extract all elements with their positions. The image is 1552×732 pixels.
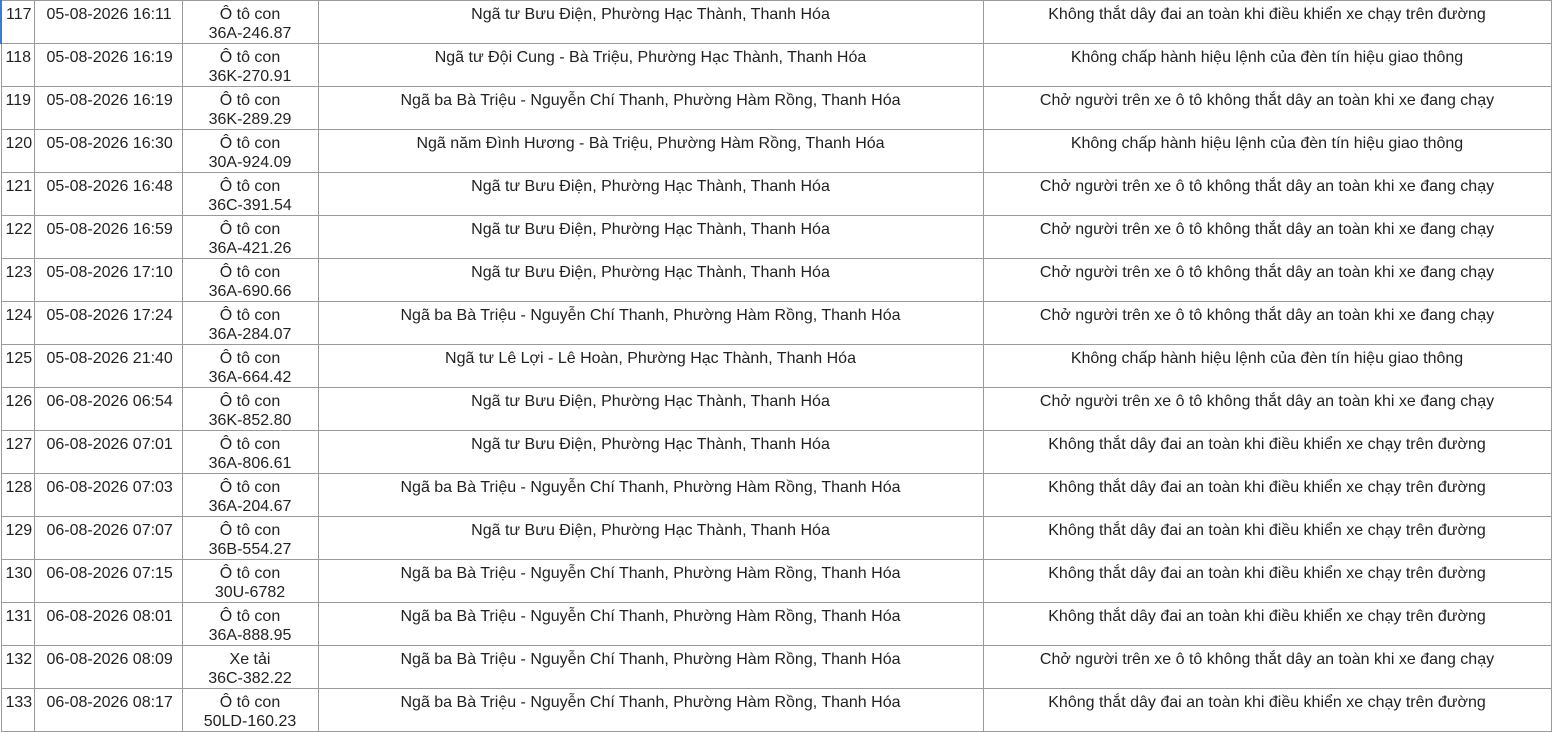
location-cell: Ngã ba Bà Triệu - Nguyễn Chí Thanh, Phường Hàm Rồng, Thanh Hóa	[318, 646, 983, 689]
vehicle-type: Xe tải	[229, 651, 271, 668]
row-number-cell: 125	[1, 345, 34, 388]
vehicle-type: Ô tô con	[219, 178, 281, 195]
violation-cell: Không thắt dây đai an toàn khi điều khiển xe chạy trên đường	[983, 603, 1551, 646]
violation-cell: Chở người trên xe ô tô không thắt dây an toàn khi xe đang chạy	[983, 259, 1551, 302]
license-plate: 30A-924.09	[208, 154, 292, 171]
violation-time-cell: 06-08-2026 06:54	[34, 388, 182, 431]
location-cell: Ngã tư Bưu Điện, Phường Hạc Thành, Thanh Hóa	[318, 517, 983, 560]
violation-cell: Không thắt dây đai an toàn khi điều khiển xe chạy trên đường	[983, 517, 1551, 560]
vehicle-cell	[182, 302, 318, 345]
violation-time-cell: 06-08-2026 08:09	[34, 646, 182, 689]
table-row	[1, 560, 1551, 603]
location-cell: Ngã tư Bưu Điện, Phường Hạc Thành, Thanh Hóa	[318, 1, 983, 44]
violations-table-body	[1, 1, 1551, 732]
table-row	[1, 345, 1551, 388]
violation-time-cell: 05-08-2026 17:10	[34, 259, 182, 302]
vehicle-type: Ô tô con	[219, 608, 281, 625]
violation-cell: Không thắt dây đai an toàn khi điều khiển xe chạy trên đường	[983, 431, 1551, 474]
table-row	[1, 388, 1551, 431]
vehicle-cell	[182, 603, 318, 646]
license-plate: 36A-888.95	[208, 627, 292, 644]
table-row	[1, 517, 1551, 560]
vehicle-cell	[182, 259, 318, 302]
vehicle-type: Ô tô con	[219, 307, 281, 324]
table-row	[1, 474, 1551, 517]
license-plate: 36A-690.66	[208, 283, 292, 300]
license-plate: 50LD-160.23	[203, 713, 297, 730]
location-cell: Ngã tư Bưu Điện, Phường Hạc Thành, Thanh Hóa	[318, 216, 983, 259]
row-number-cell: 127	[1, 431, 34, 474]
row-number-cell: 124	[1, 302, 34, 345]
vehicle-type: Ô tô con	[219, 393, 281, 410]
row-number-cell: 120	[1, 130, 34, 173]
vehicle-type: Ô tô con	[219, 694, 281, 711]
license-plate: 36K-289.29	[208, 111, 292, 128]
table-row	[1, 431, 1551, 474]
vehicle-cell	[182, 345, 318, 388]
vehicle-cell	[182, 388, 318, 431]
row-number-cell: 131	[1, 603, 34, 646]
violation-cell: Chở người trên xe ô tô không thắt dây an toàn khi xe đang chạy	[983, 216, 1551, 259]
location-cell: Ngã tư Đội Cung - Bà Triệu, Phường Hạc Thành, Thanh Hóa	[318, 44, 983, 87]
violation-time-cell: 06-08-2026 07:03	[34, 474, 182, 517]
vehicle-cell	[182, 560, 318, 603]
violation-time-cell: 06-08-2026 08:01	[34, 603, 182, 646]
vehicle-cell	[182, 646, 318, 689]
row-number-cell: 128	[1, 474, 34, 517]
vehicle-type: Ô tô con	[219, 522, 281, 539]
vehicle-type: Ô tô con	[219, 436, 281, 453]
vehicle-type: Ô tô con	[219, 49, 281, 66]
license-plate: 36A-806.61	[208, 455, 292, 472]
row-number-cell: 132	[1, 646, 34, 689]
vehicle-type: Ô tô con	[219, 221, 281, 238]
violation-cell: Chở người trên xe ô tô không thắt dây an toàn khi xe đang chạy	[983, 87, 1551, 130]
table-row	[1, 44, 1551, 87]
license-plate: 36A-284.07	[208, 326, 292, 343]
violation-time-cell: 06-08-2026 07:07	[34, 517, 182, 560]
table-row	[1, 689, 1551, 732]
license-plate: 36K-852.80	[208, 412, 292, 429]
violation-cell: Không chấp hành hiệu lệnh của đèn tín hiệu giao thông	[983, 44, 1551, 87]
row-number-cell: 129	[1, 517, 34, 560]
violation-time-cell: 05-08-2026 16:48	[34, 173, 182, 216]
vehicle-type: Ô tô con	[219, 6, 281, 23]
violation-time-cell: 05-08-2026 16:30	[34, 130, 182, 173]
violation-time-cell: 05-08-2026 16:19	[34, 44, 182, 87]
violation-cell: Chở người trên xe ô tô không thắt dây an toàn khi xe đang chạy	[983, 173, 1551, 216]
license-plate: 36C-382.22	[208, 670, 292, 687]
license-plate: 36A-246.87	[208, 25, 292, 42]
vehicle-cell	[182, 173, 318, 216]
license-plate: 36A-664.42	[208, 369, 292, 386]
vehicle-type: Ô tô con	[219, 565, 281, 582]
violation-cell: Không chấp hành hiệu lệnh của đèn tín hiệu giao thông	[983, 345, 1551, 388]
violation-time-cell: 05-08-2026 16:11	[34, 1, 182, 44]
row-number-cell: 117	[1, 1, 34, 44]
row-number-cell: 118	[1, 44, 34, 87]
location-cell: Ngã ba Bà Triệu - Nguyễn Chí Thanh, Phường Hàm Rồng, Thanh Hóa	[318, 474, 983, 517]
violation-time-cell: 05-08-2026 16:59	[34, 216, 182, 259]
row-number-cell: 130	[1, 560, 34, 603]
location-cell: Ngã tư Lê Lợi - Lê Hoàn, Phường Hạc Thành, Thanh Hóa	[318, 345, 983, 388]
location-cell: Ngã tư Bưu Điện, Phường Hạc Thành, Thanh Hóa	[318, 431, 983, 474]
vehicle-cell	[182, 216, 318, 259]
table-row	[1, 302, 1551, 345]
violation-time-cell: 06-08-2026 08:17	[34, 689, 182, 732]
table-row	[1, 259, 1551, 302]
vehicle-cell	[182, 689, 318, 732]
table-row	[1, 646, 1551, 689]
vehicle-type: Ô tô con	[219, 264, 281, 281]
row-number-cell: 123	[1, 259, 34, 302]
violation-time-cell: 06-08-2026 07:01	[34, 431, 182, 474]
location-cell: Ngã ba Bà Triệu - Nguyễn Chí Thanh, Phường Hàm Rồng, Thanh Hóa	[318, 603, 983, 646]
violation-time-cell: 06-08-2026 07:15	[34, 560, 182, 603]
row-number-cell: 119	[1, 87, 34, 130]
violation-cell: Không chấp hành hiệu lệnh của đèn tín hiệu giao thông	[983, 130, 1551, 173]
vehicle-cell	[182, 431, 318, 474]
row-number-cell: 126	[1, 388, 34, 431]
license-plate: 36A-421.26	[208, 240, 292, 257]
license-plate: 36A-204.67	[208, 498, 292, 515]
vehicle-cell	[182, 474, 318, 517]
violation-cell: Không thắt dây đai an toàn khi điều khiển xe chạy trên đường	[983, 560, 1551, 603]
vehicle-cell	[182, 1, 318, 44]
location-cell: Ngã ba Bà Triệu - Nguyễn Chí Thanh, Phường Hàm Rồng, Thanh Hóa	[318, 302, 983, 345]
table-row	[1, 1, 1551, 44]
violation-time-cell: 05-08-2026 17:24	[34, 302, 182, 345]
location-cell: Ngã ba Bà Triệu - Nguyễn Chí Thanh, Phường Hàm Rồng, Thanh Hóa	[318, 560, 983, 603]
license-plate: 36C-391.54	[208, 197, 292, 214]
vehicle-cell	[182, 517, 318, 560]
table-row	[1, 173, 1551, 216]
vehicle-cell	[182, 87, 318, 130]
violation-cell: Không thắt dây đai an toàn khi điều khiển xe chạy trên đường	[983, 689, 1551, 732]
vehicle-cell	[182, 130, 318, 173]
violation-time-cell: 05-08-2026 16:19	[34, 87, 182, 130]
vehicle-type: Ô tô con	[219, 479, 281, 496]
violation-cell: Không thắt dây đai an toàn khi điều khiển xe chạy trên đường	[983, 474, 1551, 517]
vehicle-cell	[182, 44, 318, 87]
violation-cell: Chở người trên xe ô tô không thắt dây an toàn khi xe đang chạy	[983, 302, 1551, 345]
table-row	[1, 603, 1551, 646]
row-number-cell: 122	[1, 216, 34, 259]
location-cell: Ngã tư Bưu Điện, Phường Hạc Thành, Thanh Hóa	[318, 259, 983, 302]
vehicle-type: Ô tô con	[219, 350, 281, 367]
table-row	[1, 130, 1551, 173]
license-plate: 36K-270.91	[208, 68, 292, 85]
violation-cell: Chở người trên xe ô tô không thắt dây an toàn khi xe đang chạy	[983, 388, 1551, 431]
vehicle-type: Ô tô con	[219, 135, 281, 152]
location-cell: Ngã tư Bưu Điện, Phường Hạc Thành, Thanh Hóa	[318, 388, 983, 431]
row-number-cell: 121	[1, 173, 34, 216]
location-cell: Ngã ba Bà Triệu - Nguyễn Chí Thanh, Phường Hàm Rồng, Thanh Hóa	[318, 87, 983, 130]
vehicle-type: Ô tô con	[219, 92, 281, 109]
table-row	[1, 87, 1551, 130]
violation-time-cell: 05-08-2026 21:40	[34, 345, 182, 388]
table-row	[1, 216, 1551, 259]
violation-cell: Chở người trên xe ô tô không thắt dây an toàn khi xe đang chạy	[983, 646, 1551, 689]
location-cell: Ngã tư Bưu Điện, Phường Hạc Thành, Thanh Hóa	[318, 173, 983, 216]
row-number-cell: 133	[1, 689, 34, 732]
location-cell: Ngã ba Bà Triệu - Nguyễn Chí Thanh, Phường Hàm Rồng, Thanh Hóa	[318, 689, 983, 732]
license-plate: 36B-554.27	[208, 541, 292, 558]
license-plate: 30U-6782	[214, 584, 286, 601]
location-cell: Ngã năm Đình Hương - Bà Triệu, Phường Hàm Rồng, Thanh Hóa	[318, 130, 983, 173]
violation-cell: Không thắt dây đai an toàn khi điều khiển xe chạy trên đường	[983, 1, 1551, 44]
